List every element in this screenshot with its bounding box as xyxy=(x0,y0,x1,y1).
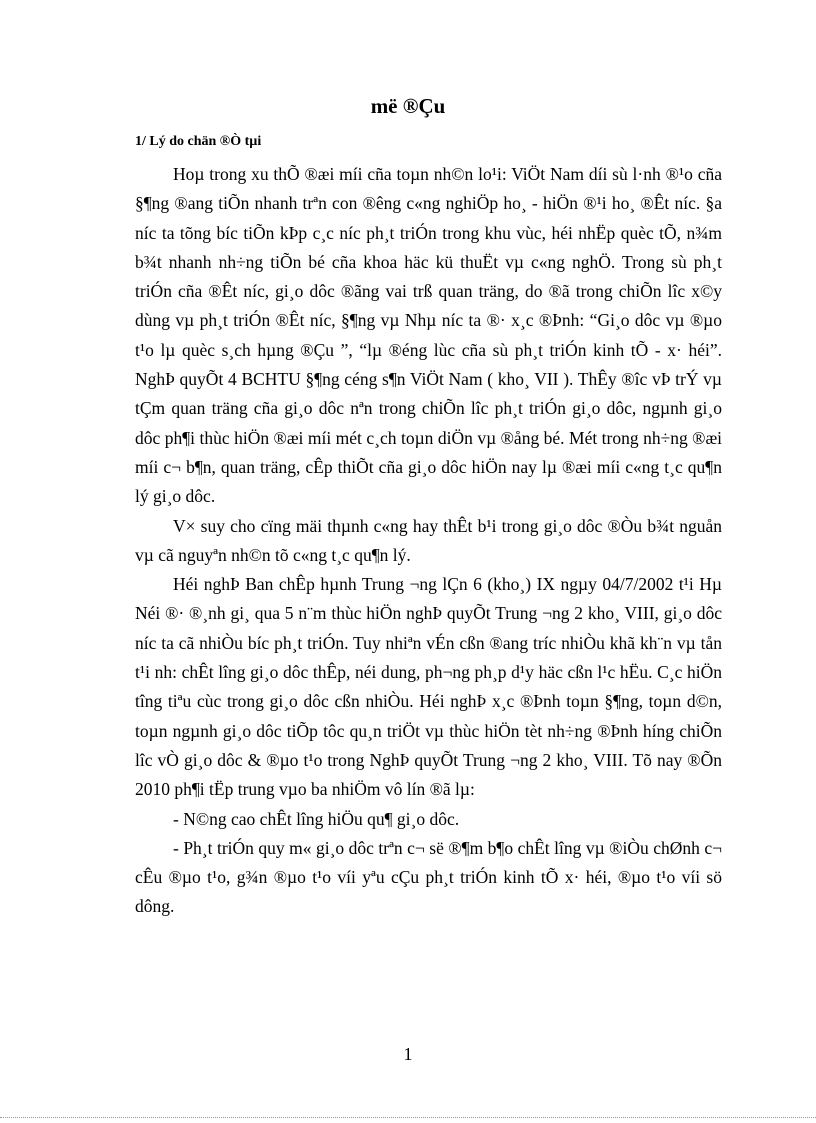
paragraph-2: V× suy cho cïng mäi thµnh c«ng hay thÊt b¹i trong gi¸o dôc ®Òu b¾t nguån vµ cã nguyªn nh©n tõ c«ng t¸c qu¶n lý. xyxy=(135,515,722,565)
paragraph-3: Héi nghÞ Ban chÊp hµnh Trung ¬ng lÇn 6 (kho¸) IX ngµy 04/7/2002 t¹i Hµ Néi ®· ®¸nh gi¸ qua 5 n¨m thùc hiÖn nghÞ quyÕt Trung ¬ng 2 kho¸ VIII, gi¸o dôc níc ta cã nhiÒu bíc ph¸t triÓn. Tuy nhiªn vÉn cßn ®ang tríc nhiÒu khã kh¨n vµ tån t¹i nh: chÊt lîng gi¸o dôc thÊp, néi dung, ph¬ng ph¸p d¹y häc cßn l¹c hËu. C¸c hiÖn tîng tiªu cùc trong gi¸o dôc cßn nhiÒu. Héi nghÞ x¸c ®Þnh toµn §¶ng, toµn d©n, toµn ngµnh gi¸o dôc tiÕp tôc qu¸n triÖt vµ thùc hiÖn tèt nh÷ng ®Þnh híng chiÕn lîc vÒ gi¸o dôc & ®µo t¹o trong NghÞ quyÕt Trung ¬ng 2 kho¸ VIII. Tõ nay ®Õn 2010 ph¶i tËp trung vµo ba nhiÖm vô lín ®ã lµ: xyxy=(135,574,722,800)
page-title: më ®Çu xyxy=(370,94,446,118)
page-bottom-divider xyxy=(0,1117,816,1118)
paragraph-5: - Ph¸t triÓn quy m« gi¸o dôc trªn c¬ së ®¶m b¶o chÊt lîng vµ ®iÒu chØnh c¬ cÊu ®µo t¹o, g¾n ®µo t¹o víi yªu cÇu ph¸t triÓn kinh tÕ x· héi, ®µo t¹o víi sö dông. xyxy=(135,837,722,917)
page-number: 1 xyxy=(403,1044,413,1064)
paragraph-1: Hoµ trong xu thÕ ®æi míi cña toµn nh©n lo¹i: ViÖt Nam díi sù l·nh ®¹o cña §¶ng ®ang tiÕn nhanh trªn con ®êng c«ng nghiÖp ho¸ - hiÖn ®¹i ho¸ ®Êt níc. §a níc ta tõng bíc tiÕn kÞp c¸c níc ph¸t triÓn trong khu vùc, héi nhËp quèc tÕ, n¾m b¾t nhanh nh÷ng tiÕn bé cña khoa häc kü thuËt vµ c«ng nghÖ. Trong sù ph¸t triÓn cña ®Êt níc, gi¸o dôc ®ãng vai trß quan träng, do ®ã trong chiÕn lîc x©y dùng vµ ph¸t triÓn ®Êt níc, §¶ng vµ Nhµ níc ta ®· x¸c ®Þnh: “Gi¸o dôc vµ ®µo t¹o lµ quèc s¸ch hµng ®Çu ”, “lµ ®éng lùc cña sù ph¸t triÓn kinh tÕ - x· héi”. NghÞ quyÕt 4 BCHTU §¶ng céng s¶n ViÖt Nam ( kho¸ VII ). ThÊy ®îc vÞ trÝ vµ tÇm quan träng cña gi¸o dôc nªn trong chiÕn lîc ph¸t triÓn gi¸o dôc, ngµnh gi¸o dôc ph¶i thùc hiÖn ®æi míi mét c¸ch toµn diÖn vµ ®ång bé. Mét trong nh÷ng ®æi míi c¬ b¶n, quan träng, cÊp thiÕt cña gi¸o dôc hiÖn nay lµ ®æi míi c«ng t¸c qu¶n lý gi¸o dôc. xyxy=(135,164,722,507)
section-heading: 1/ Lý do chän ®Ò tµi xyxy=(135,134,262,149)
body-text xyxy=(135,160,722,922)
paragraph-4: - N©ng cao chÊt lîng hiÖu qu¶ gi¸o dôc. xyxy=(173,808,460,829)
